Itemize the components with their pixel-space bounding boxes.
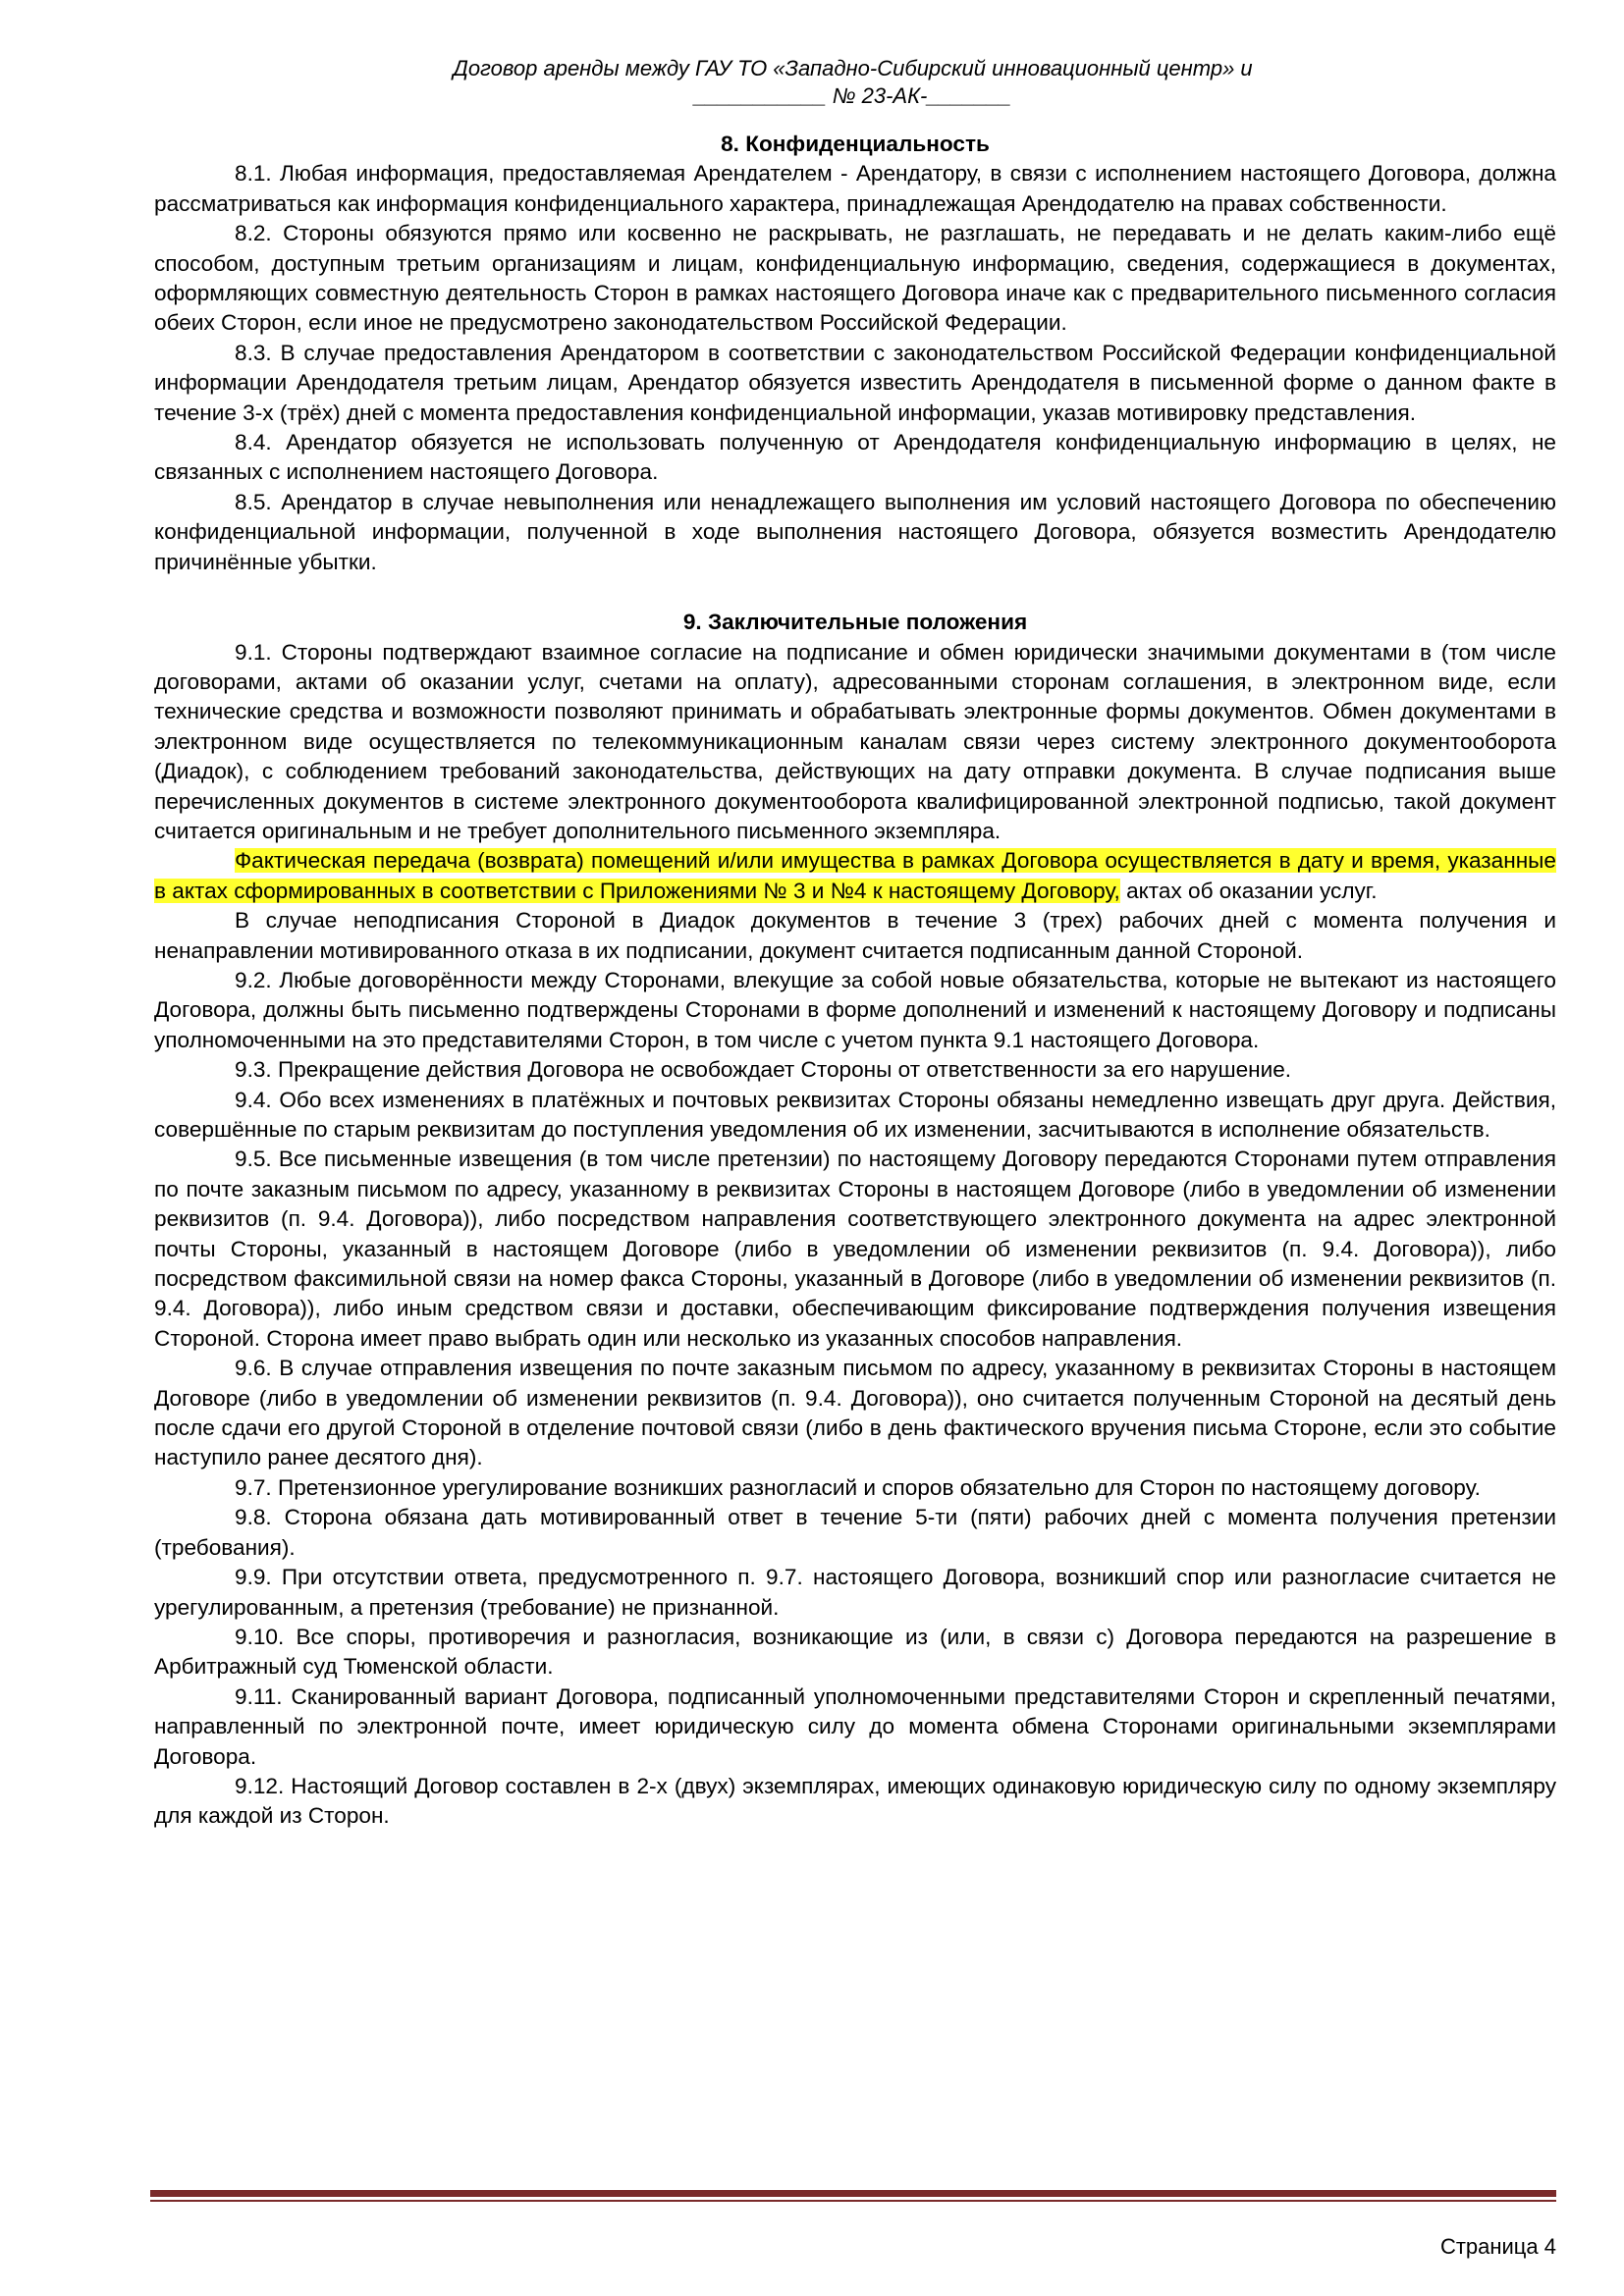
clause-8-1: 8.1. Любая информация, предоставляемая Арендателем - Арендатору, в связи с исполнением настоящего Договора, должна рассматриваться как информация конфиденциального характера, принадлежащая Арендодателю на правах собственности. [154,161,1556,216]
clause-9-4: 9.4. Обо всех изменениях в платёжных и почтовых реквизитах Стороны обязаны немедленно извещать друг друга. Действия, совершённые по старым реквизитам до поступления уведомления об их изменении, засчитываются в исполнение обязательств. [154,1087,1556,1142]
clause-9-5: 9.5. Все письменные извещения (в том числе претензии) по настоящему Договору передаются Сторонами путем отправления по почте заказным письмом по адресу, указанному в реквизитах Стороны в настоящем Договоре (либо в уведомлении об изменении реквизитов (п. 9.4. Договора)), либо посредством направления соответствующего электронного документа на адрес электронной почты Стороны, указанный в настоящем Договоре (либо в уведомлении об изменении реквизитов (п. 9.4. Договора)), либо посредством факсимильной связи на номер факса Стороны, указанный в Договоре (либо в уведомлении об изменении реквизитов (п. 9.4. Договора)), либо иным средством связи и доставки, обеспечивающим фиксирование подтверждения получения извещения Стороной. Сторона имеет право выбрать один или несколько из указанных способов направления. [154,1147,1556,1351]
clause-9-7: 9.7. Претензионное урегулирование возникших разногласий и споров обязательно для Сторон по настоящему договору. [235,1474,1481,1500]
clause-9-3: 9.3. Прекращение действия Договора не освобождает Стороны от ответственности за его нарушение. [235,1057,1292,1083]
footer-rule-thick [150,2190,1556,2197]
clause-9-2: 9.2. Любые договорённости между Сторонами, влекущие за собой новые обязательства, которые не вытекают из настоящего Договора, должны быть письменно подтверждены Сторонами в форме дополнений и изменений к настоящему Договору и подписаны уполномоченными на это представителями Сторон, в том числе с учетом пункта 9.1 настоящего Договора. [154,967,1556,1052]
clause-9-10: 9.10. Все споры, противоречия и разногласия, возникающие из (или, в связи с) Договора передаются на разрешение в Арбитражный суд Тюменской области. [154,1624,1556,1680]
clause-9-1: 9.1. Стороны подтверждают взаимное согласие на подписание и обмен юридически значимыми документами в (том числе договорами, актами об оказании услуг, счетами на оплату), адресованными сторонам соглашения, в электронном виде, если технические средства и возможности позволяют принимать и обрабатывать электронные формы документов. Обмен документами в электронном виде осуществляется по телекоммуникационным каналам связи через систему электронного документооборота (Диадок), с соблюдением требований законодательства, действующих на дату отправки документа. В случае подписания выше перечисленных документов в системе электронного документооборота квалифицированной электронной подписью, такой документ считается оригинальным и не требует дополнительного письменного экземпляра. [154,639,1556,843]
document-body [154,130,1556,1832]
page-number: Страница 4 [1439,2234,1556,2259]
footer-rule-thin [150,2200,1556,2202]
clause-9-12: 9.12. Настоящий Договор составлен в 2-х (двух) экземплярах, имеющих одинаковую юридическую силу по одному экземпляру для каждой из Сторон. [154,1773,1556,1829]
clause-8-3: 8.3. В случае предоставления Арендатором в соответствии с законодательством Российской Федерации конфиденциальной информации Арендодателя третьим лицам, Арендатор обязуется известить Арендодателя в письменной форме о данном факте в течение 3-х (трёх) дней с момента предоставления конфиденциальной информации, указав мотивировку представления. [154,340,1556,425]
clause-9-11: 9.11. Сканированный вариант Договора, подписанный уполномоченными представителями Сторон и скрепленный печатями, направленный по электронной почте, имеет юридическую силу до момента обмена Сторонами оригинальными экземплярами Договора. [154,1683,1556,1769]
section-spacer [154,577,1556,608]
page-header [147,55,1558,110]
clause-8-2: 8.2. Стороны обязуются прямо или косвенно не раскрывать, не разглашать, не передавать и не делать каким-либо ещё способом, доступным третьим организациям и лицам, конфиденциальную информацию, сведения, содержащиеся в документах, оформляющих совместную деятельность Сторон в рамках настоящего Договора иначе как с предварительного письменного согласия обеих Сторон, если иное не предусмотрено законодательством Российской Федерации. [154,221,1556,336]
clause-9-1-transfer [154,846,1556,906]
clause-9-9: 9.9. При отсутствии ответа, предусмотренного п. 9.7. настоящего Договора, возникший спор или разногласие считается не урегулированным, а претензия (требование) не признанной. [154,1565,1556,1620]
clause-9-6: 9.6. В случае отправления извещения по почте заказным письмом по адресу, указанному в реквизитах Стороны в настоящем Договоре (либо в уведомлении об изменении реквизитов (п. 9.4. Договора)), оно считается полученным Стороной на десятый день после сдачи его другой Стороной в отделение почтовой связи (либо в день фактического вручения письма Стороне, если это событие наступило ранее десятого дня). [154,1356,1556,1470]
clause-8-4: 8.4. Арендатор обязуется не использовать полученную от Арендодателя конфиденциальную информацию в целях, не связанных с исполнением настоящего Договора. [154,430,1556,485]
header-line-2: ___________ № 23-АК-_______ [693,83,1012,108]
highlighted-text: Фактическая передача (возврата) помещений и/или имущества в рамках Договора осуществляется в дату и время, указанные в актах сформированных в соответствии с Приложениями № 3 и №4 к настоящему Договору, [154,848,1556,903]
clause-9-1-transfer-tail: актах об оказании услуг. [1119,878,1378,903]
section-9-title: 9. Заключительные положения [682,610,1028,635]
header-line-1: Договор аренды между ГАУ ТО «Западно-Сибирский инновационный центр» и [453,56,1253,80]
clause-9-1-diadok: В случае неподписания Стороной в Диадок документов в течение 3 (трех) рабочих дней с момента получения и ненаправлении мотивированного отказа в их подписании, документ считается подписанным данной Стороной. [154,908,1556,963]
section-8-title: 8. Конфиденциальность [721,132,990,156]
clause-9-8: 9.8. Сторона обязана дать мотивированный ответ в течение 5-ти (пяти) рабочих дней с момента получения претензии (требования). [154,1505,1556,1560]
footer-rule [150,2190,1556,2202]
clause-8-5: 8.5. Арендатор в случае невыполнения или ненадлежащего выполнения им условий настоящего Договора по обеспечению конфиденциальной информации, полученной в ходе выполнения настоящего Договора, обязуется возместить Арендодателю причинённые убытки. [154,489,1556,574]
